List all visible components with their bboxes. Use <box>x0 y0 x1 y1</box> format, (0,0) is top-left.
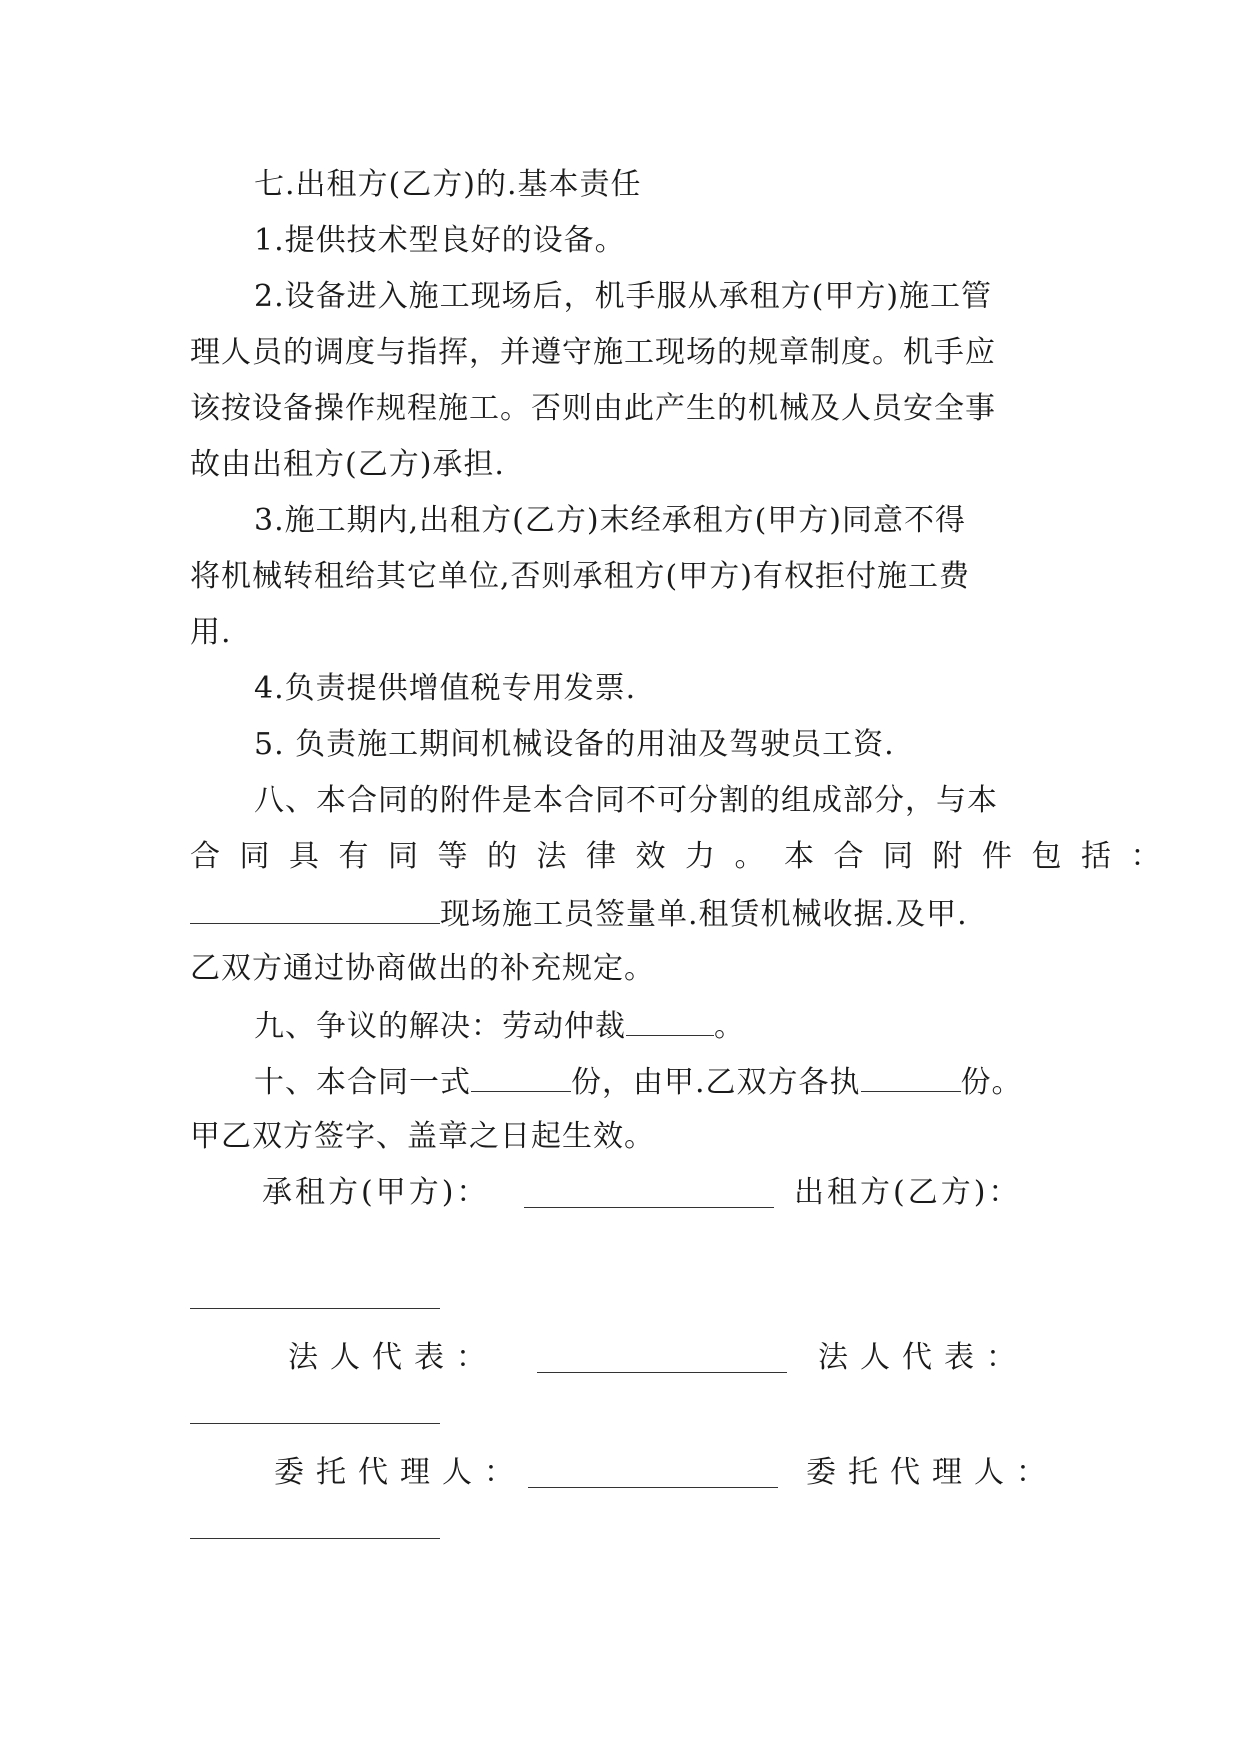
section-7-item-2-line-4: 故由出租方(乙方)承担. <box>190 447 505 482</box>
agent-blank-b[interactable] <box>190 1538 440 1539</box>
agent-blank-a[interactable] <box>528 1457 778 1488</box>
section-10-line-1 <box>254 1061 1023 1103</box>
section-7-item-3-line-1: 3.施工期内,出租方(乙方)末经承租方(甲方)同意不得 <box>254 503 966 538</box>
lessee-signature-line <box>262 1173 489 1213</box>
section-9-text: 九、争议的解决：劳动仲裁 <box>254 1009 626 1044</box>
section-10-part-1: 十、本合同一式 <box>254 1065 471 1100</box>
section-7-item-3-line-3: 用. <box>190 615 232 650</box>
section-8-line-3 <box>190 893 968 935</box>
section-9-end: 。 <box>714 1009 745 1044</box>
attachment-blank[interactable] <box>190 893 440 924</box>
section-8-line-2: 合同具有同等的法律效力。本合同附件包括： <box>190 839 1180 874</box>
section-7-heading: 七.出租方(乙方)的.基本责任 <box>254 167 642 202</box>
lessee-blank[interactable] <box>524 1177 774 1208</box>
legal-rep-blank-a[interactable] <box>537 1342 787 1373</box>
section-8-line-1: 八、本合同的附件是本合同不可分割的组成部分，与本 <box>254 783 998 818</box>
section-10-line-2: 甲乙双方签字、盖章之日起生效。 <box>190 1119 655 1154</box>
legal-rep-label-a: 法人代表： <box>288 1340 498 1375</box>
lessee-label: 承租方(甲方)： <box>262 1175 490 1210</box>
legal-rep-blank-b[interactable] <box>190 1423 440 1424</box>
section-10-part-2: 份，由甲.乙双方各执 <box>571 1065 861 1100</box>
section-8-line-3-text: 现场施工员签量单.租赁机械收据.及甲. <box>440 897 968 932</box>
section-7-item-1: 1.提供技术型良好的设备。 <box>254 223 626 258</box>
section-7-item-2-line-1: 2.设备进入施工现场后，机手服从承租方(甲方)施工管 <box>254 279 993 314</box>
section-7-item-4: 4.负责提供增值税专用发票. <box>254 671 637 706</box>
legal-rep-label-b: 法人代表： <box>818 1340 1028 1375</box>
section-7-item-3-line-2: 将机械转租给其它单位,否则承租方(甲方)有权拒付施工费 <box>190 559 970 594</box>
section-7-item-5: 5. 负责施工期间机械设备的用油及驾驶员工资. <box>254 727 895 762</box>
lessor-label: 出租方(乙方)： <box>794 1175 1022 1210</box>
section-9-line <box>254 1005 745 1047</box>
lessor-blank[interactable] <box>190 1308 440 1309</box>
section-7-item-2-line-2: 理人员的调度与指挥，并遵守施工现场的规章制度。机手应 <box>190 335 996 370</box>
section-10-part-3: 份。 <box>960 1065 1023 1100</box>
section-7-item-2-line-3: 该按设备操作规程施工。否则由此产生的机械及人员安全事 <box>190 391 996 426</box>
agent-label-a: 委托代理人： <box>274 1455 526 1490</box>
agent-label-b: 委托代理人： <box>806 1455 1058 1490</box>
arbitration-blank[interactable] <box>626 1005 714 1036</box>
copies-each-blank[interactable] <box>861 1061 961 1092</box>
copies-total-blank[interactable] <box>471 1061 571 1092</box>
section-8-line-4: 乙双方通过协商做出的补充规定。 <box>190 951 655 986</box>
